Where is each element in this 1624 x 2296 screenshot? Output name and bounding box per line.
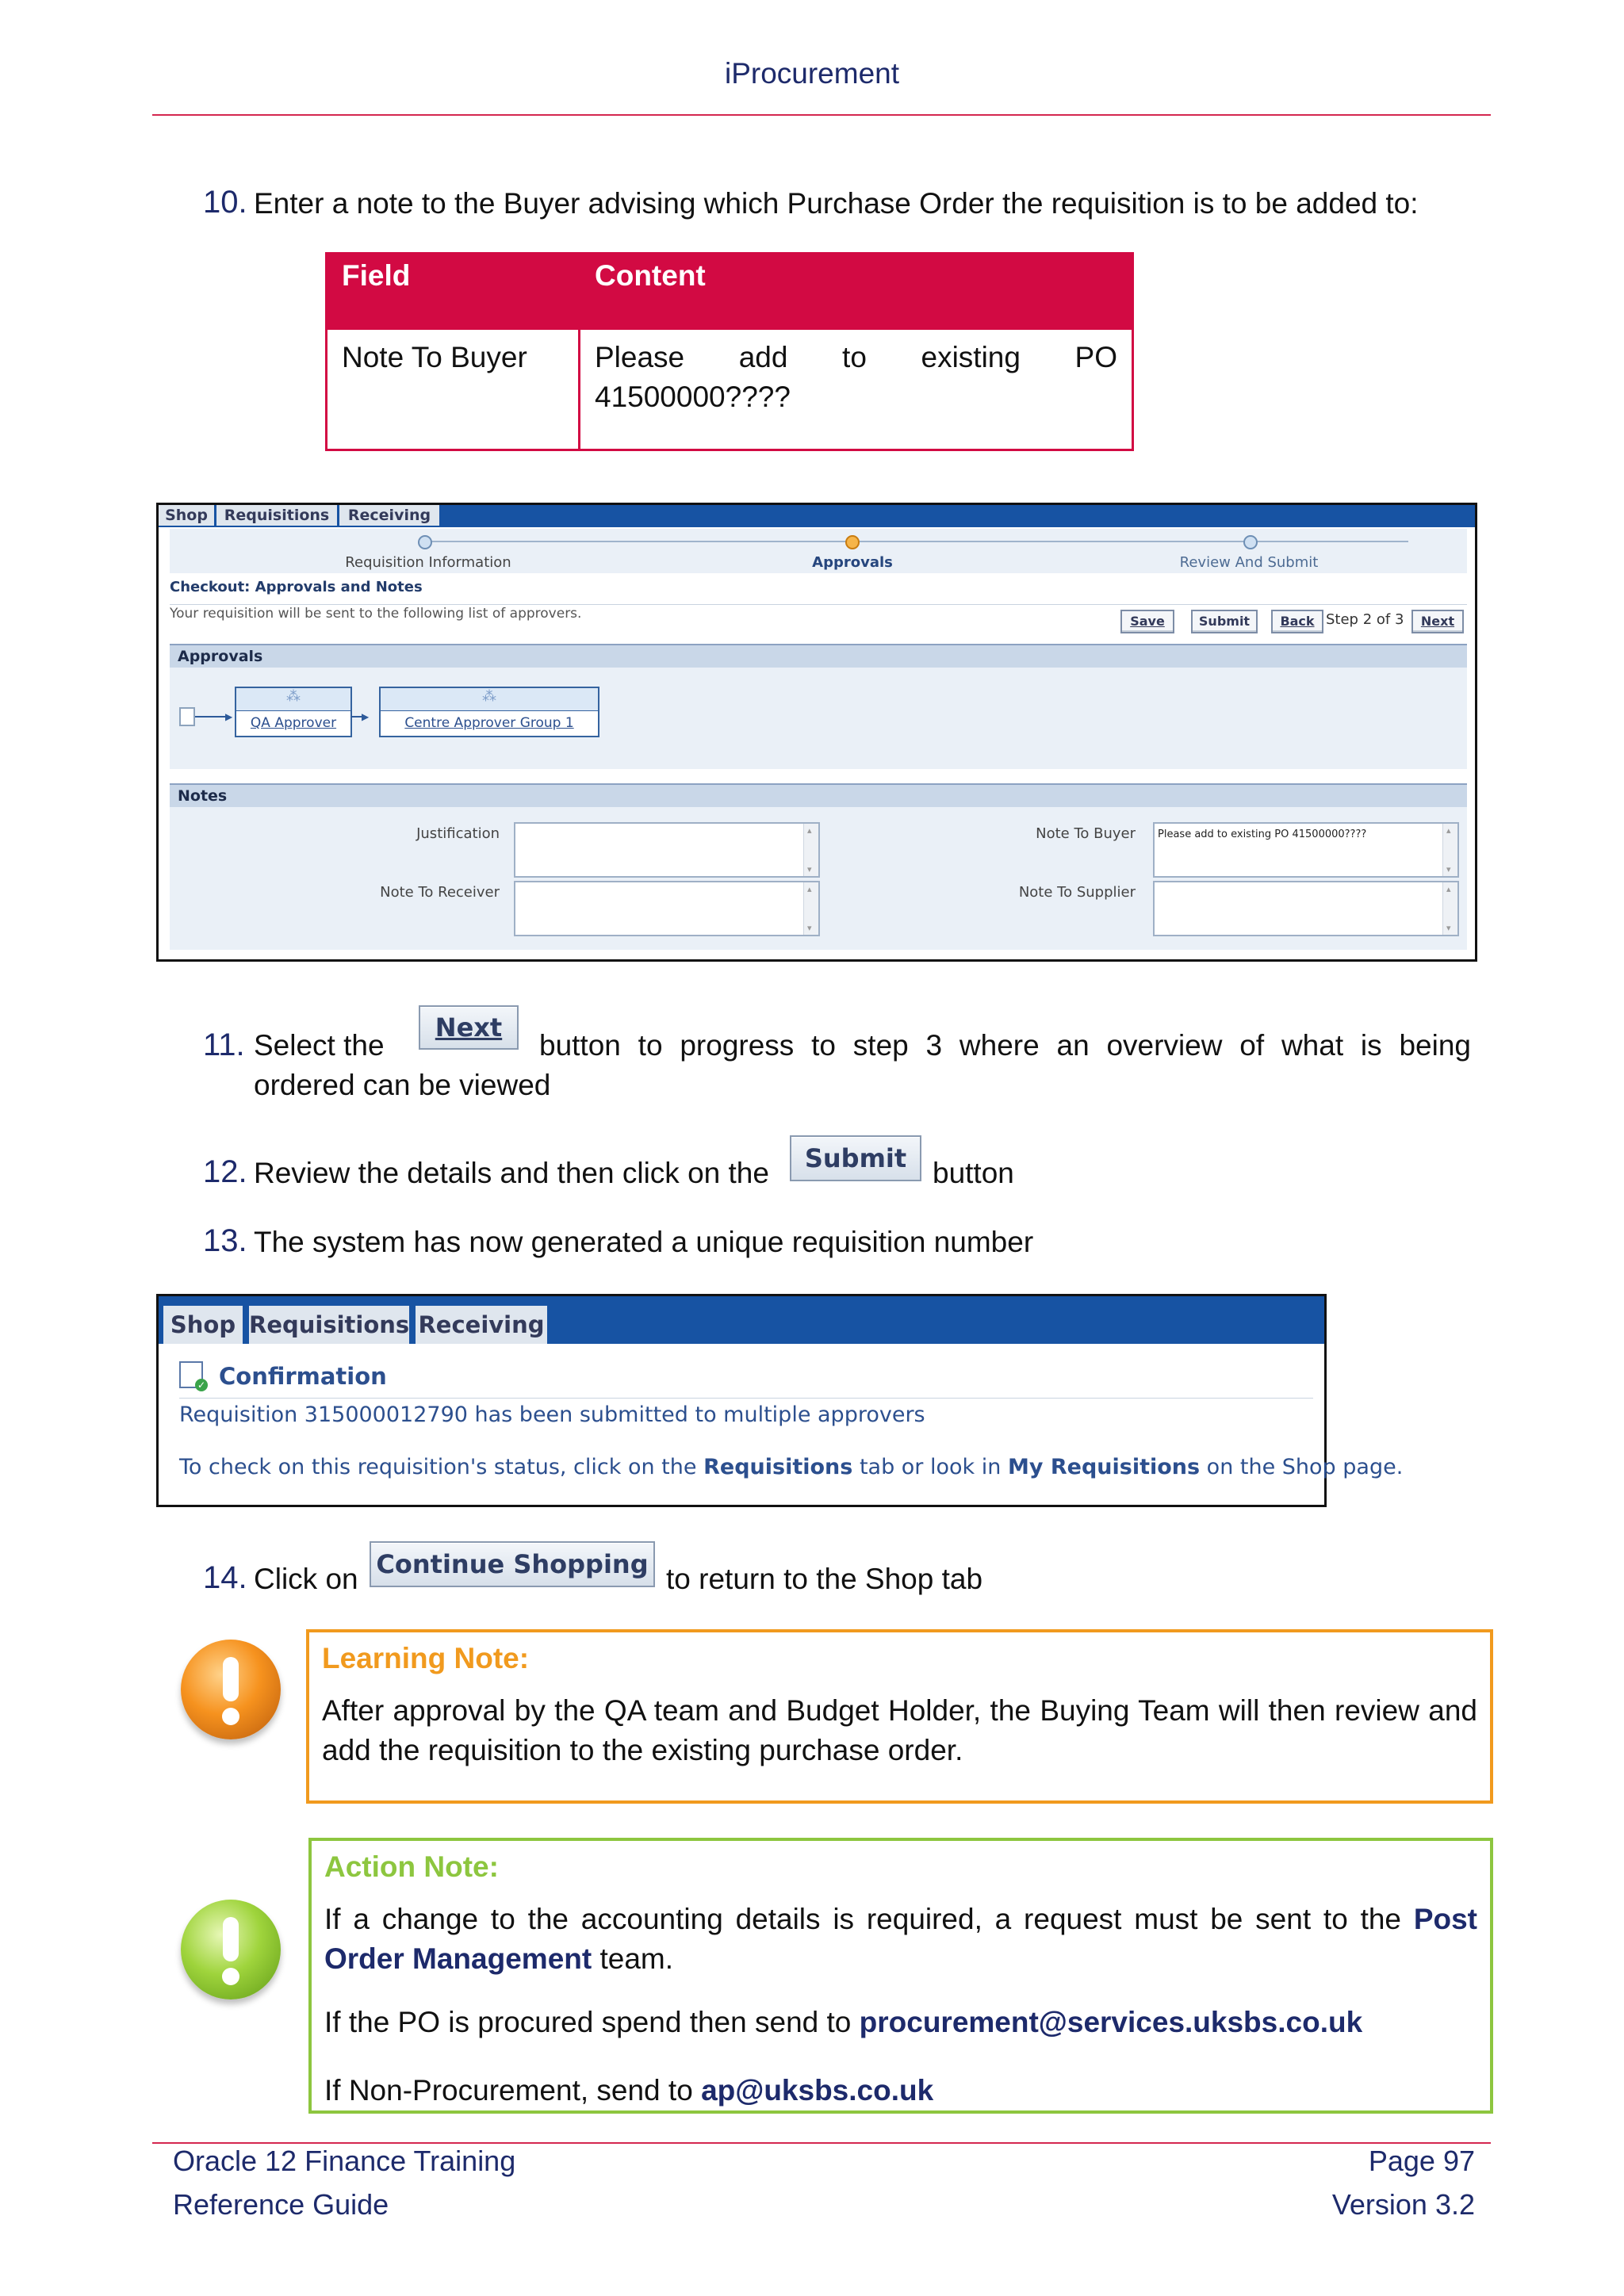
- table-header-content: Content: [580, 254, 1133, 329]
- checkout-screenshot: [156, 503, 1477, 962]
- action-note-p1-end: team.: [599, 1942, 674, 1975]
- status-text-mid: tab or look in: [859, 1455, 1002, 1479]
- footer-version: Version 3.2: [1331, 2188, 1475, 2221]
- table-row: [327, 329, 1133, 450]
- status-instructions: [179, 1455, 1403, 1479]
- exclamation-bar: [223, 1657, 239, 1701]
- save-button-label: Save: [1130, 614, 1165, 629]
- approver-link-centre[interactable]: Centre Approver Group 1: [404, 715, 574, 731]
- tab-shop[interactable]: Shop: [163, 1306, 243, 1344]
- note-to-buyer-label: Note To Buyer: [1036, 825, 1136, 842]
- footer-page-number: Page 97: [1368, 2145, 1475, 2177]
- learning-note-body: After approval by the QA team and Budget Holder, the Buying Team will then review and add the requisition to the existing purchase order.: [322, 1694, 1477, 1766]
- step-13-text: The system has now generated a unique requisition number: [254, 1226, 1034, 1258]
- note-to-buyer-field[interactable]: [1153, 822, 1459, 878]
- learning-note-title: Learning Note:: [322, 1642, 530, 1674]
- submit-button-image-label: Submit: [804, 1143, 907, 1173]
- back-button-label: Back: [1280, 614, 1315, 629]
- train-step-2-marker: [845, 535, 860, 549]
- exclamation-dot: [222, 1968, 239, 1985]
- step-14-number: 14.: [203, 1560, 247, 1595]
- step-11-pre: Select the: [254, 1029, 385, 1062]
- action-note-paragraph-3: [324, 2071, 1477, 2110]
- approver-box-centre: [379, 687, 599, 737]
- justification-field[interactable]: [514, 822, 820, 878]
- approver-link-qa[interactable]: QA Approver: [250, 715, 337, 731]
- footer-divider: [152, 2142, 1491, 2144]
- submit-button-image[interactable]: [790, 1135, 921, 1181]
- train-step-1-marker[interactable]: [418, 535, 432, 549]
- action-note-title: Action Note:: [324, 1850, 499, 1883]
- my-requisitions-link[interactable]: My Requisitions: [1007, 1455, 1201, 1479]
- scrollbar[interactable]: [1442, 882, 1457, 935]
- tab-receiving[interactable]: Receiving: [339, 505, 442, 526]
- step-10-text: Enter a note to the Buyer advising which Purchase Order the requisition is to be added to:: [254, 187, 1419, 220]
- action-note-p2-text: If the PO is procured spend then send to: [324, 2006, 852, 2038]
- action-icon: [181, 1900, 281, 1999]
- tab-requisitions[interactable]: Requisitions: [249, 1306, 409, 1344]
- table-header-field: Field: [327, 254, 580, 329]
- ap-email[interactable]: ap@uksbs.co.uk: [701, 2074, 934, 2107]
- tab-bar: [159, 505, 1475, 527]
- back-button[interactable]: [1271, 610, 1323, 633]
- approver-group-icon: ⁂: [236, 688, 350, 711]
- note-to-supplier-field[interactable]: [1153, 881, 1459, 936]
- train-step-review-and-submit[interactable]: Review And Submit: [1179, 554, 1319, 571]
- step-11-number: 11.: [203, 1027, 245, 1062]
- page-title: Checkout: Approvals and Notes: [170, 579, 423, 595]
- note-to-buyer-value: Please add to existing PO 41500000????: [1158, 828, 1367, 840]
- approver-group-icon: ⁂: [381, 688, 598, 711]
- table-cell-field: Note To Buyer: [327, 329, 580, 450]
- confirmation-message: Requisition 315000012790 has been submitted to multiple approvers: [179, 1402, 925, 1427]
- footer-course-title: Oracle 12 Finance Training: [173, 2145, 516, 2177]
- action-note-paragraph-2: [324, 2003, 1477, 2042]
- action-note-p3-text: If Non-Procurement, send to: [324, 2074, 693, 2107]
- approval-arrow: [195, 716, 227, 718]
- step-indicator: Step 2 of 3: [1326, 611, 1404, 628]
- step-14-pre: Click on: [254, 1563, 358, 1595]
- confirmation-icon: [179, 1361, 206, 1391]
- status-text-post: on the Shop page.: [1206, 1455, 1404, 1479]
- footer-guide-title: Reference Guide: [173, 2188, 389, 2221]
- confirmation-divider: [179, 1398, 1313, 1399]
- arrow-head-icon: ▶: [362, 711, 370, 722]
- step-12-post: button: [933, 1157, 1014, 1189]
- arrow-head-icon: ▶: [225, 711, 233, 722]
- field-content-table: [325, 252, 1134, 451]
- table-cell-content-line2: 41500000????: [595, 381, 791, 413]
- continue-shopping-button-image[interactable]: [370, 1541, 655, 1587]
- note-to-receiver-field[interactable]: [514, 881, 820, 936]
- submit-button-label: Submit: [1198, 614, 1251, 629]
- scrollbar[interactable]: [803, 882, 818, 935]
- exclamation-bar: [223, 1917, 239, 1961]
- approver-box-qa: [235, 687, 352, 737]
- action-note-p1-text: If a change to the accounting details is required, a request must be sent to the: [324, 1903, 1401, 1935]
- next-button-label: Next: [1420, 614, 1455, 629]
- tab-requisitions[interactable]: Requisitions: [216, 505, 339, 526]
- train-step-approvals: Approvals: [812, 554, 893, 571]
- continue-shopping-label: Continue Shopping: [376, 1549, 649, 1579]
- step-11-post2: ordered can be viewed: [254, 1069, 551, 1101]
- procurement-email[interactable]: procurement@services.uksbs.co.uk: [859, 2006, 1363, 2038]
- save-button[interactable]: [1120, 610, 1174, 633]
- confirmation-screenshot: [156, 1294, 1404, 1507]
- table-cell-content-line1: Please add to existing PO: [595, 341, 1117, 373]
- step-12-pre: Review the details and then click on the: [254, 1157, 769, 1189]
- submit-button[interactable]: [1191, 610, 1258, 633]
- warning-icon: [181, 1640, 281, 1739]
- document-header-title: iProcurement: [724, 57, 900, 90]
- step-10-number: 10.: [203, 185, 247, 220]
- exclamation-dot: [222, 1708, 239, 1725]
- train-step-requisition-information[interactable]: Requisition Information: [345, 554, 511, 571]
- step-12-number: 12.: [203, 1154, 247, 1189]
- train-step-3-marker[interactable]: [1243, 535, 1258, 549]
- approvals-section-header: Approvals: [170, 644, 1467, 668]
- header-divider: [152, 114, 1491, 116]
- scrollbar[interactable]: [1442, 824, 1457, 876]
- post-order-management-team: Post Order Management: [324, 1903, 1477, 1975]
- scrollbar[interactable]: [803, 824, 818, 876]
- note-to-receiver-label: Note To Receiver: [380, 884, 500, 901]
- next-button-image-label: Next: [435, 1012, 503, 1043]
- next-button[interactable]: [1411, 610, 1464, 633]
- justification-label: Justification: [416, 825, 500, 842]
- next-button-image[interactable]: [419, 1005, 519, 1050]
- train-line: [425, 541, 1408, 542]
- requisitions-link[interactable]: Requisitions: [703, 1455, 853, 1479]
- learning-note-box: [306, 1629, 1493, 1804]
- status-text-pre: To check on this requisition's status, click on the: [179, 1455, 697, 1479]
- step-13-number: 13.: [203, 1223, 247, 1258]
- notes-section-header: Notes: [170, 783, 1467, 807]
- title-divider: [170, 604, 1467, 605]
- step-11-post: button to progress to step 3 where an overview of what is being: [539, 1029, 1471, 1062]
- tab-receiving[interactable]: Receiving: [416, 1306, 547, 1344]
- tab-bar: [159, 1296, 1324, 1344]
- document-icon: [179, 707, 195, 726]
- check-icon: ✓: [195, 1379, 208, 1391]
- table-cell-content: [580, 329, 1133, 450]
- step-14-post: to return to the Shop tab: [666, 1563, 983, 1595]
- instructions-text: Your requisition will be sent to the following list of approvers.: [170, 606, 582, 622]
- action-note-paragraph-1: [324, 1900, 1477, 1979]
- tab-shop[interactable]: Shop: [159, 505, 216, 526]
- confirmation-title: Confirmation: [219, 1363, 387, 1390]
- note-to-supplier-label: Note To Supplier: [1018, 884, 1136, 901]
- action-note-box: [308, 1838, 1493, 2114]
